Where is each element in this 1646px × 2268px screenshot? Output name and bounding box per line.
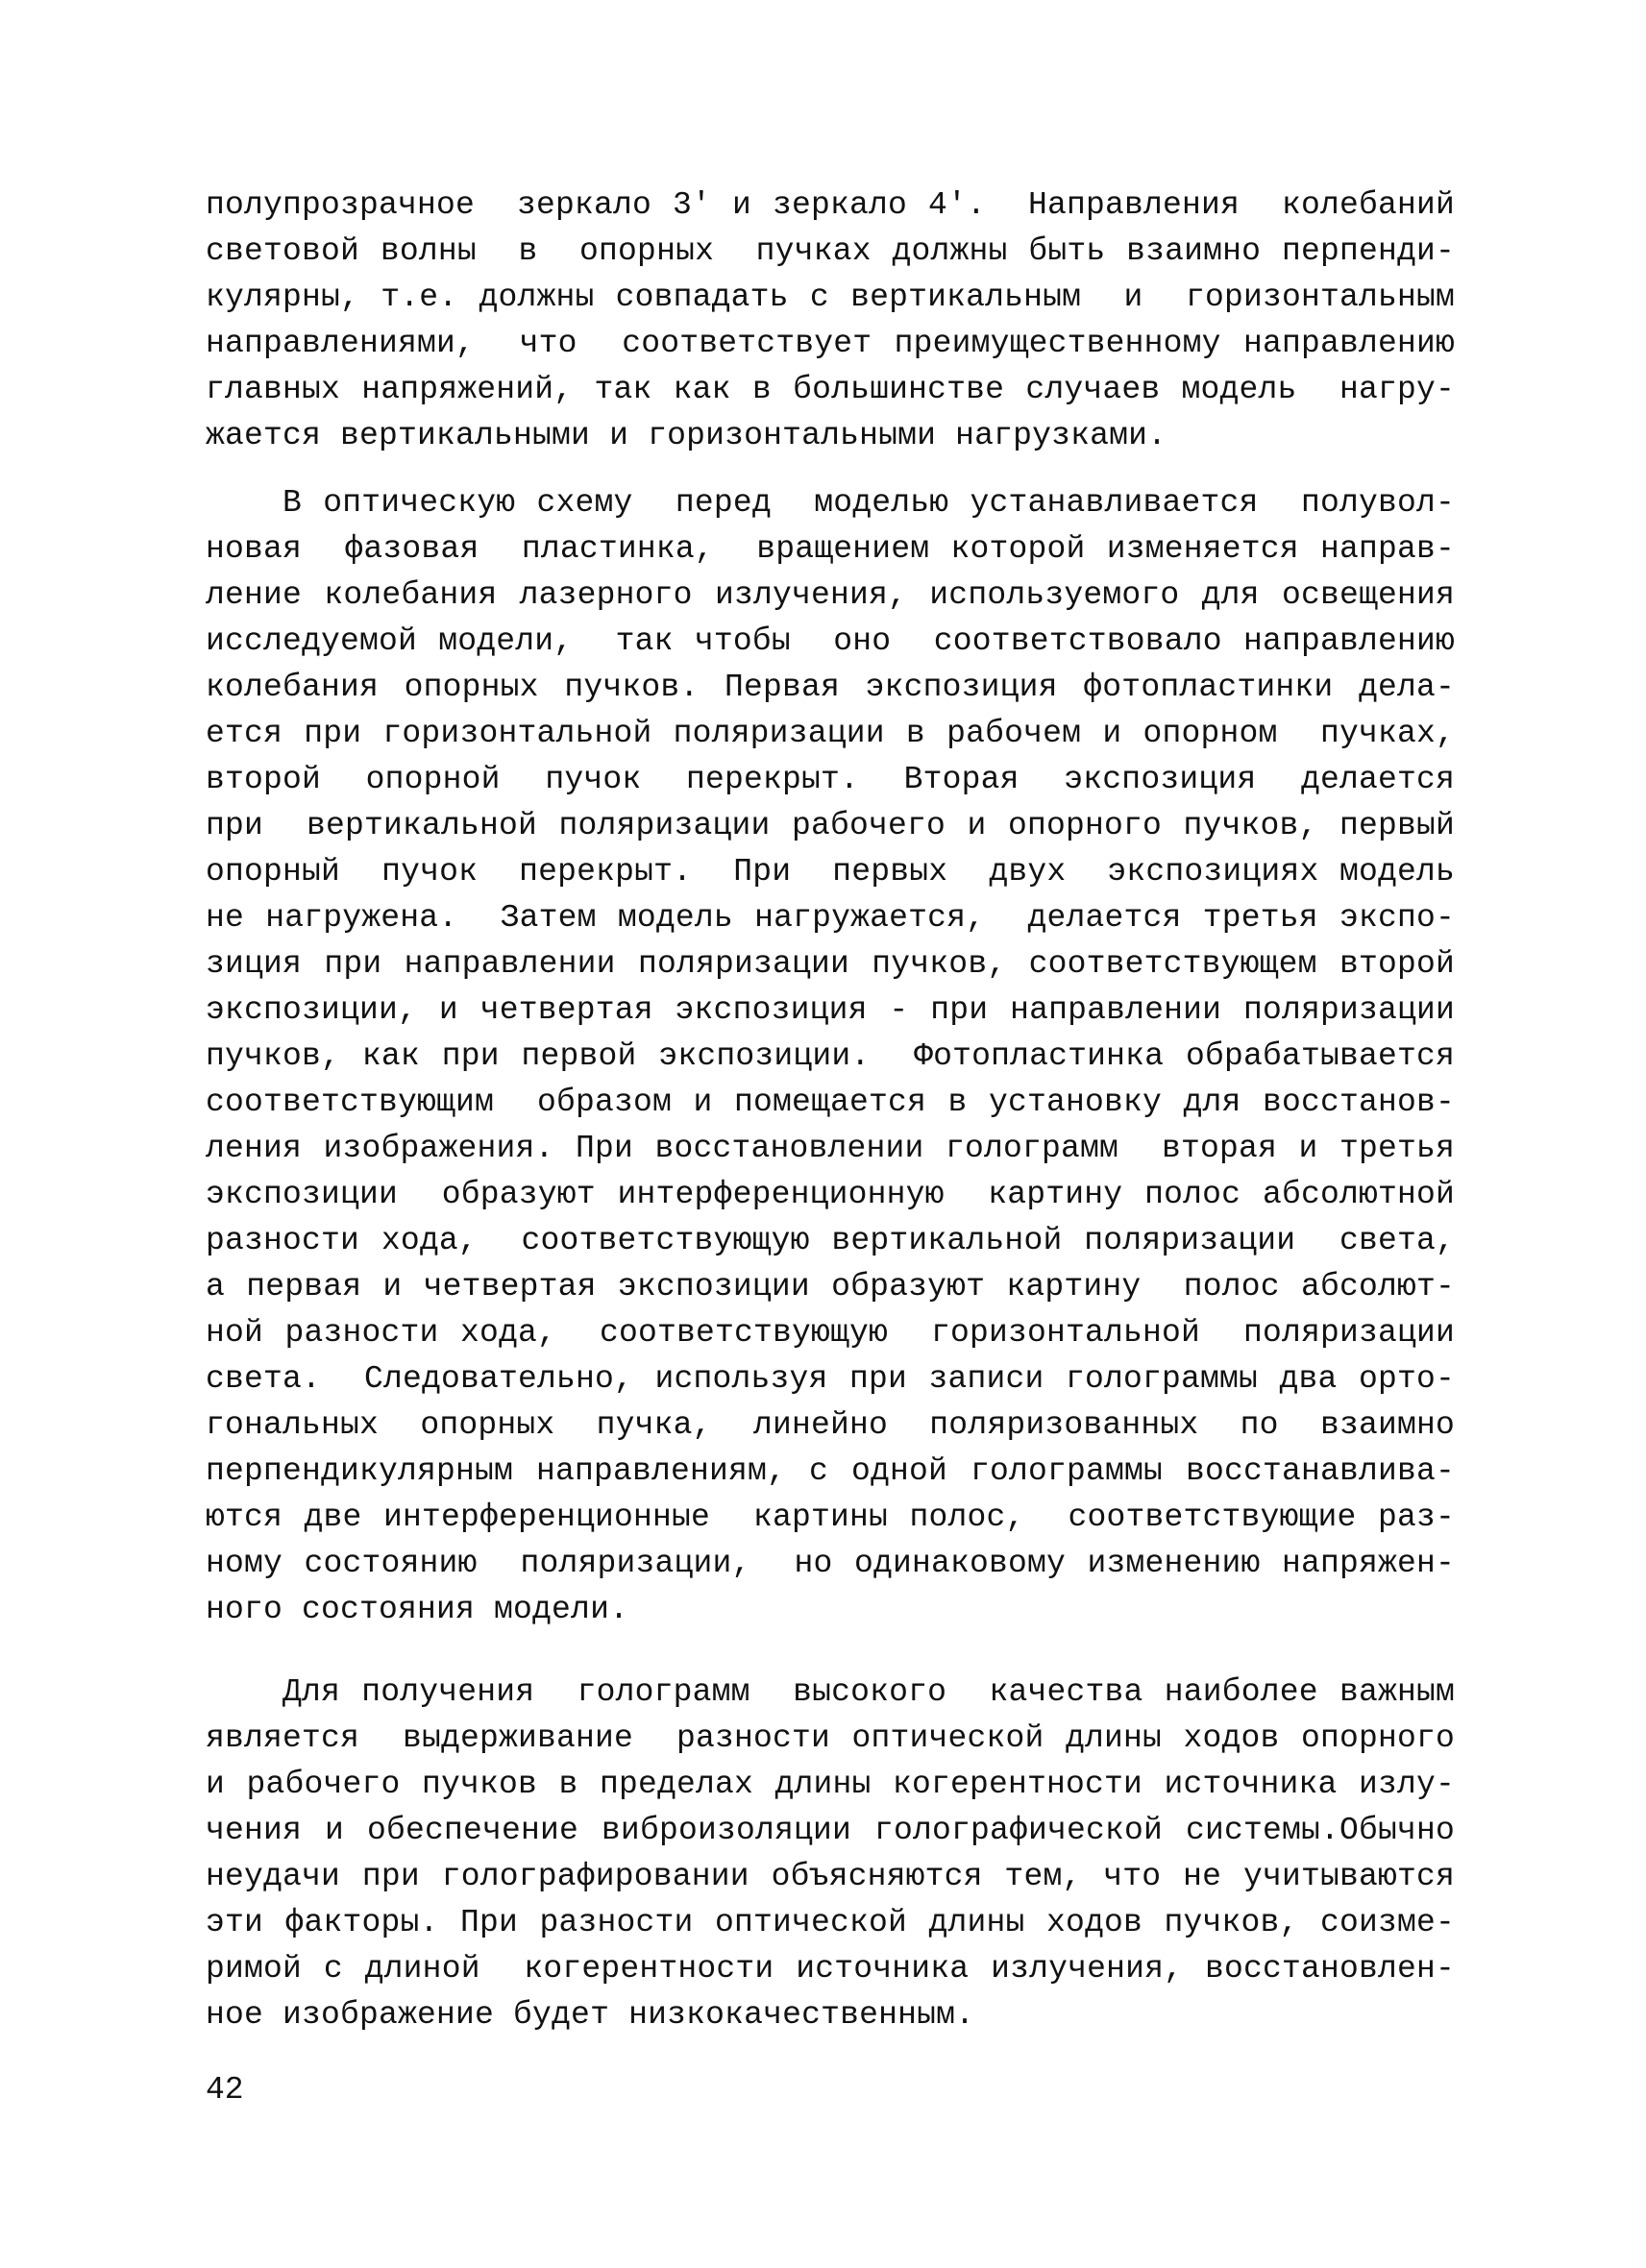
- paragraph-3-line-7: римой с длиной когерентности источника излучения, восстановлен-: [206, 1951, 1455, 1987]
- paragraph-2-line-12: экспозиции, и четвертая экспозиция - при направлении поляризации: [206, 992, 1455, 1028]
- paragraph-2-line-13: пучков, как при первой экспозиции. Фотопластинка обрабатывается: [206, 1038, 1455, 1074]
- paragraph-2-line-22: перпендикулярным направлениям, с одной голограммы восстанавлива-: [206, 1453, 1455, 1489]
- paragraph-2-line-17: разности хода, соответствующую вертикальной поляризации света,: [206, 1223, 1455, 1258]
- paragraph-2-line-15: ления изображения. При восстановлении голограмм вторая и третья: [206, 1131, 1455, 1166]
- paragraph-1-line-3: кулярны, т.е. должны совпадать с вертикальным и горизонтальным: [206, 280, 1455, 315]
- paragraph-2-line-24: ному состоянию поляризации, но одинаковому изменению напряжен-: [206, 1546, 1455, 1581]
- paragraph-1-line-5: главных напряжений, так как в большинстве случаев модель нагру-: [206, 372, 1455, 407]
- paragraph-2-line-6: ется при горизонтальной поляризации в рабочем и опорном пучках,: [206, 716, 1455, 751]
- paragraph-3-line-4: чения и обеспечение виброизоляции голографической системы.Обычно: [206, 1813, 1455, 1848]
- paragraph-1-line-6: жается вертикальными и горизонтальными нагрузками.: [206, 418, 1167, 453]
- paragraph-2-line-9: опорный пучок перекрыт. При первых двух экспозициях модель: [206, 854, 1455, 890]
- paragraph-2-line-25: ного состояния модели.: [206, 1592, 629, 1627]
- paragraph-2-line-2: новая фазовая пластинка, вращением которой изменяется направ-: [206, 531, 1455, 567]
- paragraph-1-line-1: полупрозрачное зеркало 3′ и зеркало 4′. Направления колебаний: [206, 187, 1455, 223]
- paragraph-1-line-2: световой волны в опорных пучках должны быть взаимно перпенди-: [206, 233, 1455, 269]
- paragraph-2-line-16: экспозиции образуют интерференционную картину полос абсолютной: [206, 1177, 1455, 1212]
- paragraph-3-line-2: является выдерживание разности оптической длины ходов опорного: [206, 1720, 1455, 1756]
- paragraph-1-line-4: направлениями, что соответствует преимущественному направлению: [206, 326, 1455, 361]
- paragraph-3-line-3: и рабочего пучков в пределах длины когерентности источника излу-: [206, 1767, 1455, 1802]
- page-number: 42: [206, 2072, 244, 2108]
- paragraph-3-line-1: Для получения голограмм высокого качества наиболее важным: [283, 1674, 1455, 1710]
- paragraph-3-line-6: эти факторы. При разности оптической длины ходов пучков, соизме-: [206, 1905, 1455, 1940]
- paragraph-2-line-1: В оптическую схему перед моделью устанавливается полувол-: [283, 485, 1455, 521]
- paragraph-2-line-10: не нагружена. Затем модель нагружается, делается третья экспо-: [206, 900, 1455, 936]
- paragraph-2-line-7: второй опорной пучок перекрыт. Вторая экспозиция делается: [206, 762, 1455, 797]
- paragraph-2-line-14: соответствующим образом и помещается в установку для восстанов-: [206, 1085, 1455, 1120]
- paragraph-2-line-18: а первая и четвертая экспозиции образуют картину полос абсолют-: [206, 1269, 1455, 1305]
- paragraph-2-line-5: колебания опорных пучков. Первая экспозиция фотопластинки дела-: [206, 670, 1455, 705]
- paragraph-2-line-23: ются две интерференционные картины полос, соответствующие раз-: [206, 1500, 1455, 1535]
- paragraph-2-line-4: исследуемой модели, так чтобы оно соответствовало направлению: [206, 623, 1455, 659]
- paragraph-3-line-8: ное изображение будет низкокачественным.: [206, 1997, 975, 2033]
- paragraph-2-line-8: при вертикальной поляризации рабочего и опорного пучков, первый: [206, 808, 1455, 843]
- paragraph-2-line-20: света. Следовательно, используя при записи голограммы два орто-: [206, 1361, 1455, 1397]
- paragraph-3-line-5: неудачи при голографировании объясняются тем, что не учитываются: [206, 1859, 1455, 1894]
- paragraph-2-line-11: зиция при направлении поляризации пучков, соответствующем второй: [206, 946, 1455, 982]
- paragraph-2-line-3: ление колебания лазерного излучения, используемого для освещения: [206, 577, 1455, 613]
- paragraph-2-line-21: гональных опорных пучка, линейно поляризованных по взаимно: [206, 1407, 1455, 1443]
- paragraph-2-line-19: ной разности хода, соответствующую горизонтальной поляризации: [206, 1315, 1455, 1351]
